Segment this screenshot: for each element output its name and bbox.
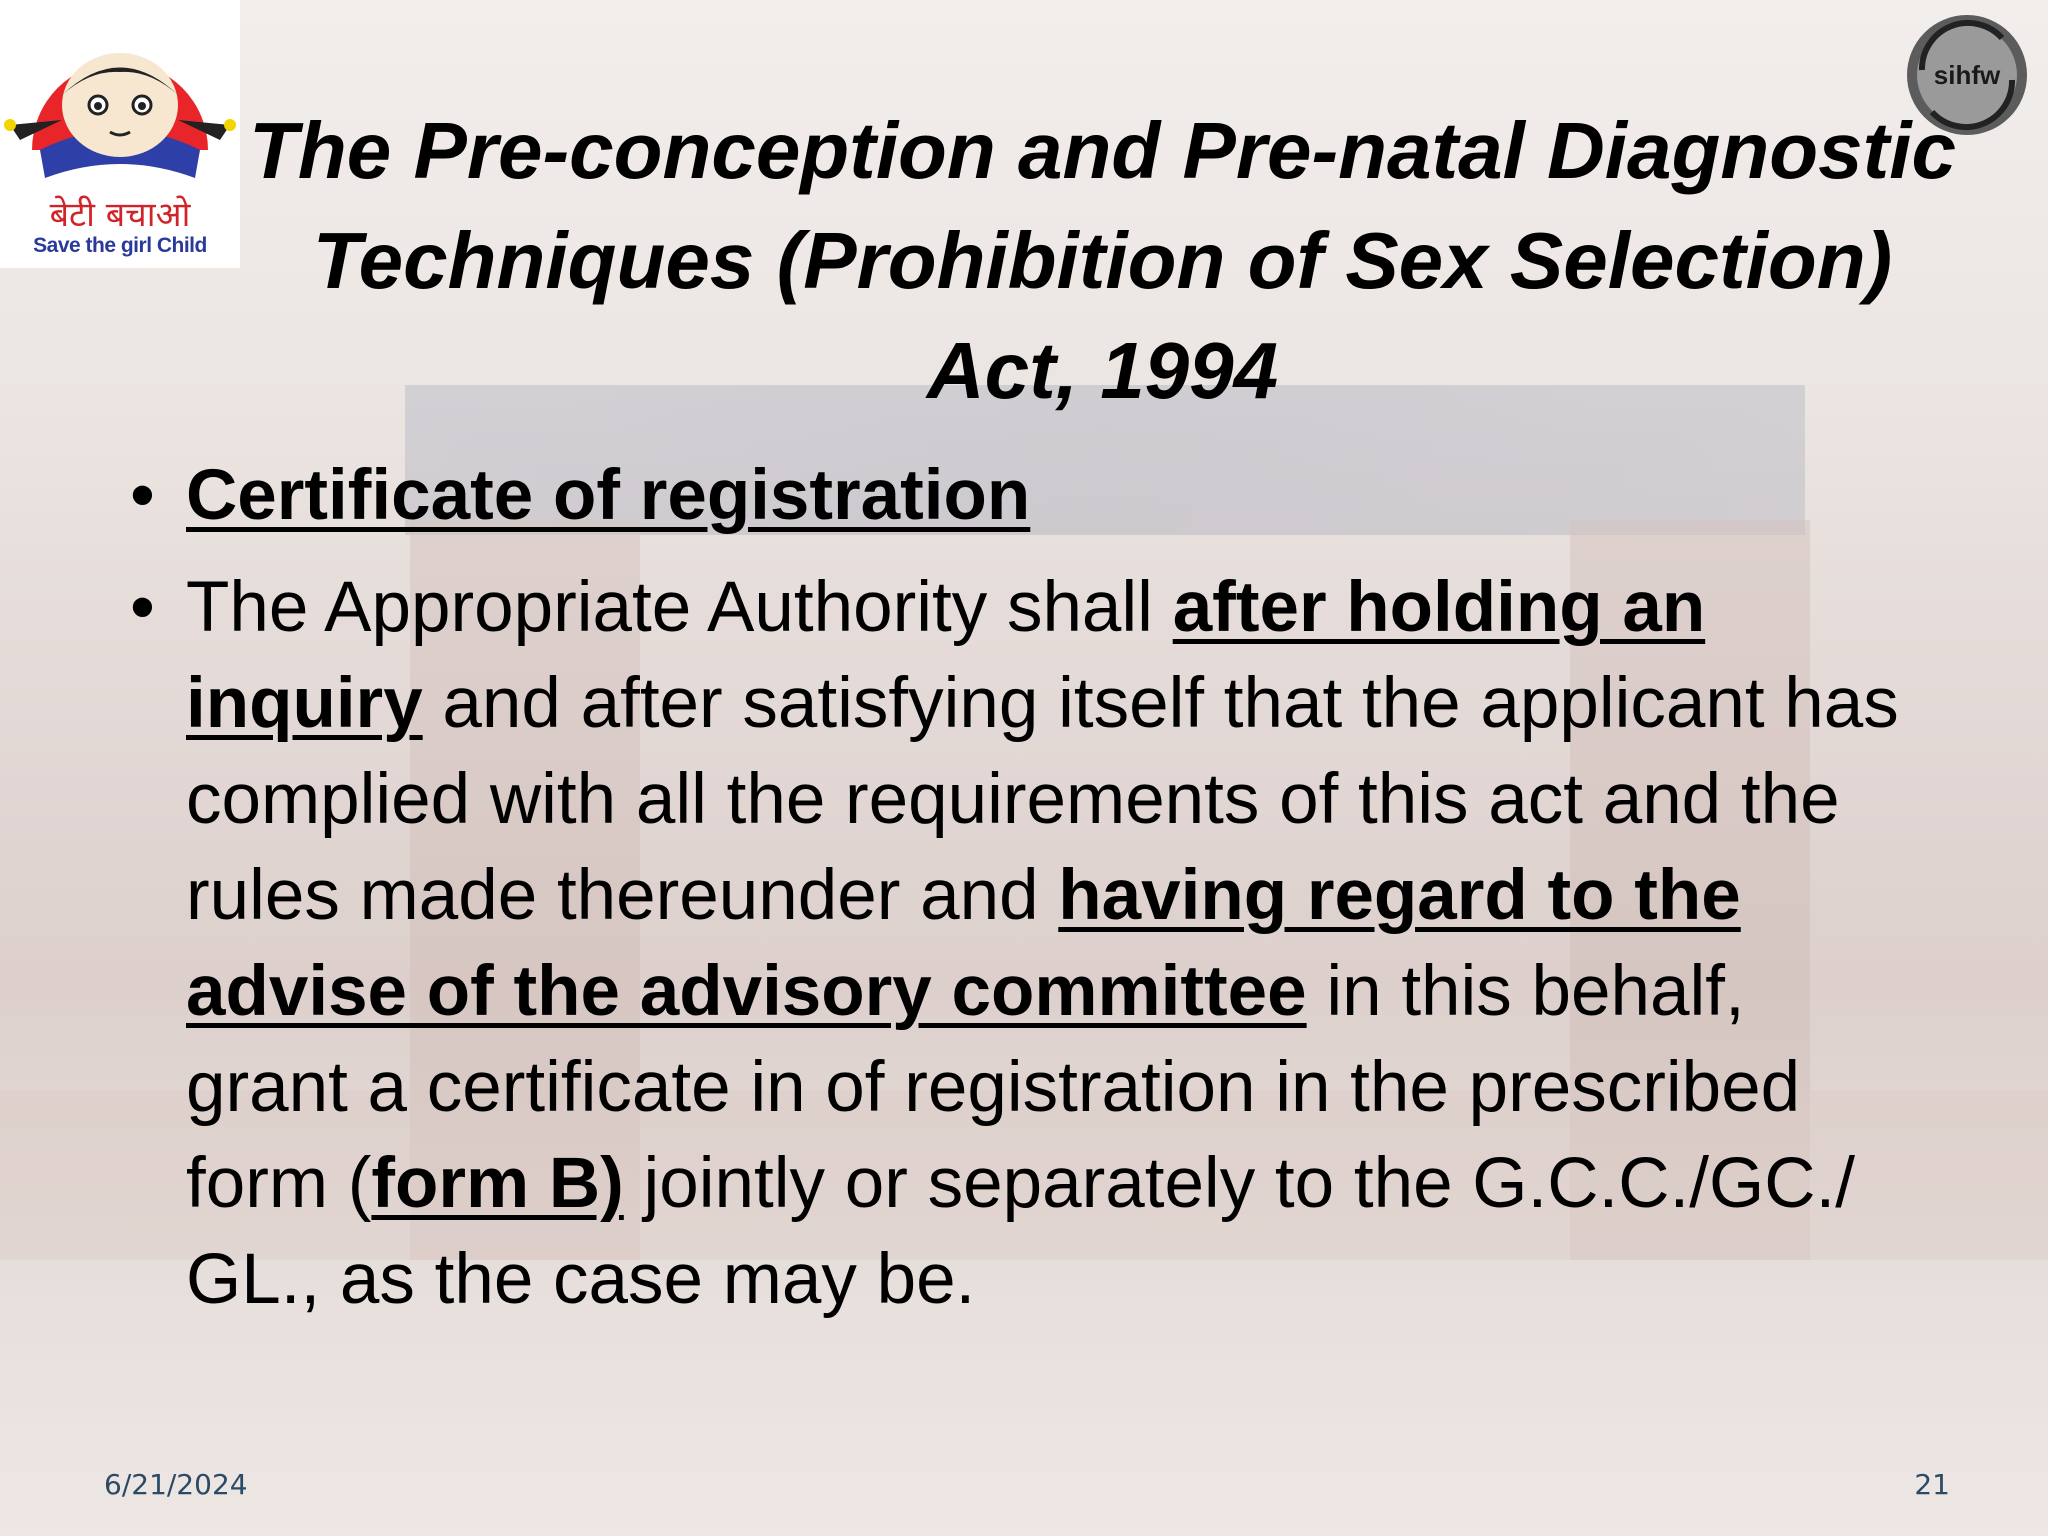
page-number: 21 bbox=[1914, 1468, 1950, 1501]
heading-text: Certificate of registration bbox=[186, 456, 1031, 535]
footer-date: 6/21/2024 bbox=[104, 1468, 248, 1501]
girl-child-logo-icon bbox=[0, 0, 240, 190]
body-text-4: jointly or separately to the G.C.C./GC./ GL., as the case may be. bbox=[186, 1144, 1855, 1319]
sihfw-logo-text: sihfw bbox=[1933, 60, 2001, 90]
body-text-2: and after satisfying itself that the applicant has complied with all the requirements of this act and the rules made thereunder and bbox=[186, 664, 1899, 935]
bullet-list bbox=[130, 448, 1910, 1328]
body-emphasis-inquiry: after holding an inquiry bbox=[186, 568, 1706, 743]
save-girl-child-logo bbox=[0, 0, 240, 268]
bullet-heading bbox=[130, 448, 1910, 544]
body-emphasis-advisory: having regard to the advise of the advisory committee bbox=[186, 856, 1741, 1031]
body-text-1: The Appropriate Authority shall bbox=[186, 568, 1173, 647]
logo-english-text: Save the girl Child bbox=[33, 234, 207, 257]
bullet-body bbox=[130, 560, 1910, 1328]
body-text-3: in this behalf, grant a certificate in of registration in the prescribed form ( bbox=[186, 952, 1801, 1223]
body-emphasis-form: form B) bbox=[371, 1144, 624, 1223]
logo-hindi-text: बेटी बचाओ bbox=[49, 195, 191, 235]
slide-title: The Pre-conception and Pre-natal Diagnostic Techniques (Prohibition of Sex Selection) Act, 1994 bbox=[249, 106, 1956, 415]
